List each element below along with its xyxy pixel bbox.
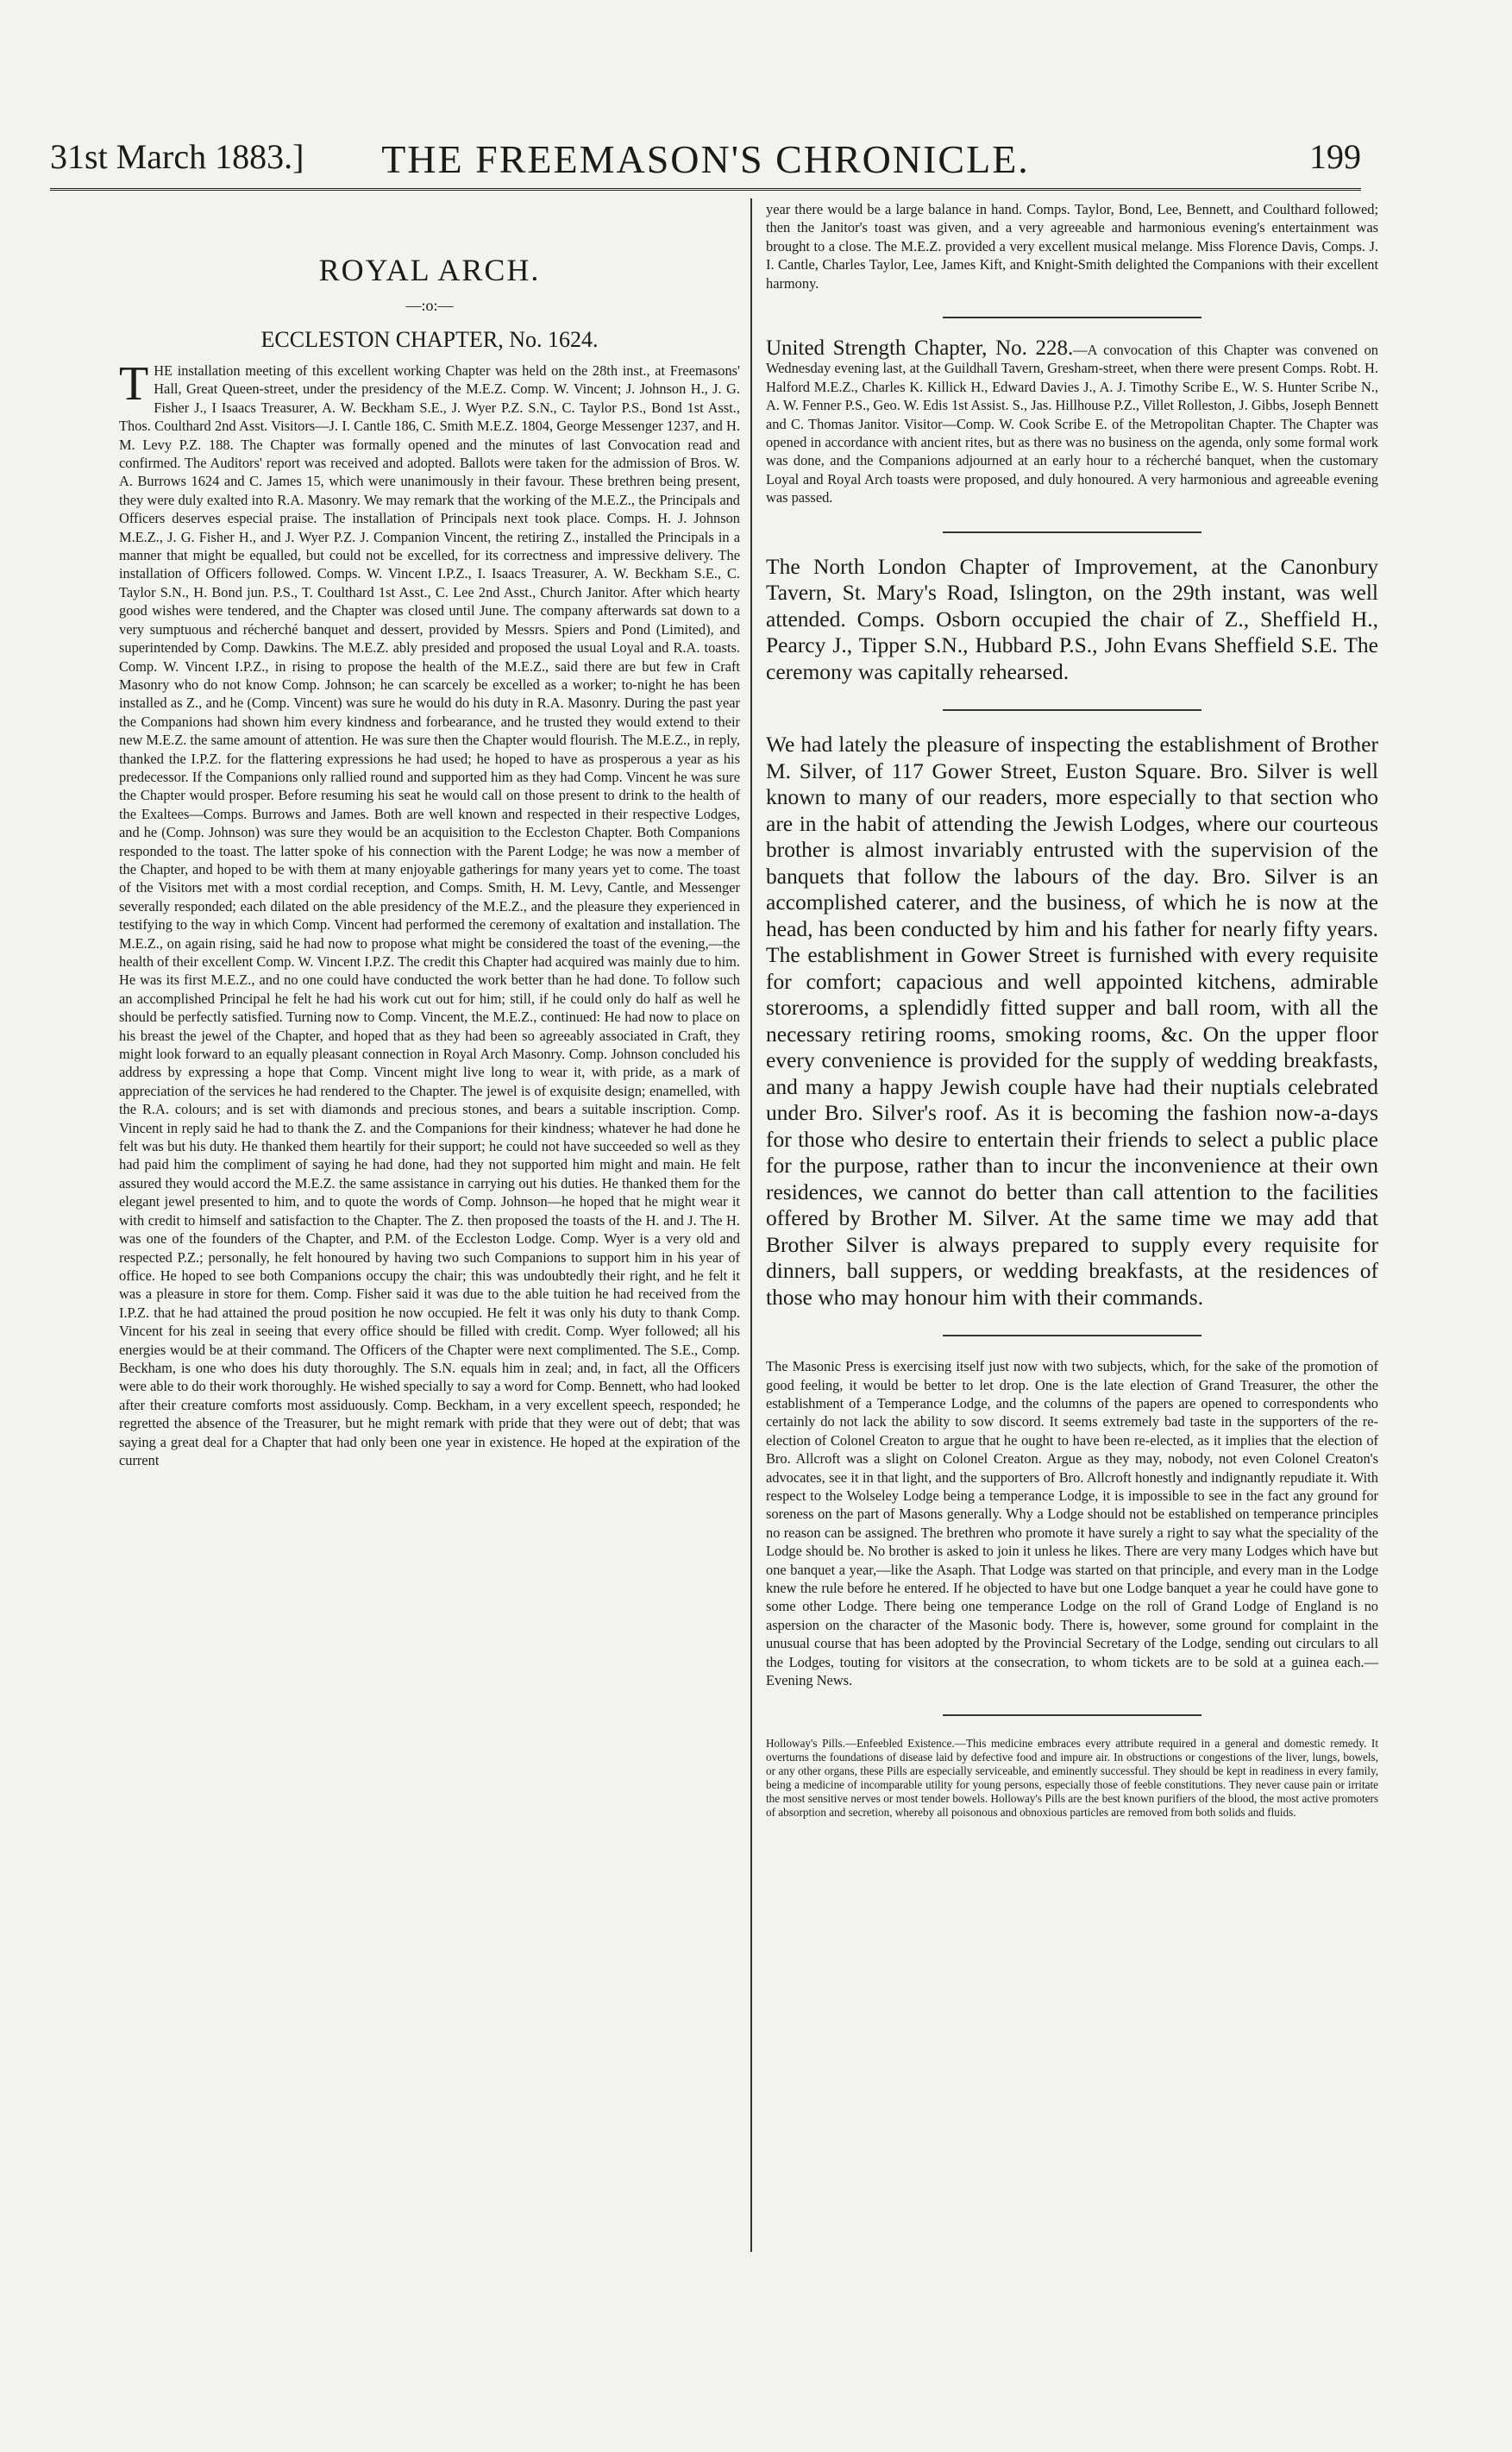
publication-title: THE FREEMASON'S CHRONICLE. <box>381 137 1030 181</box>
united-strength-heading: United Strength Chapter, No. 228. <box>766 336 1074 361</box>
article-heading: ECCLESTON CHAPTER, No. 1624. <box>260 327 599 352</box>
column-divider <box>750 198 752 2252</box>
separator-rule <box>943 1335 1201 1336</box>
eccleston-body: HE installation meeting of this excellent working Chapter was held on the 28th inst., at Freemasons' Hall, Great Queen-street, under the presidency of the M.E.Z. Comp. W. Vincent; J. Johnson H., J. G. Fisher J., I Isaacs Treasurer, A. W. Beckham S.E., J. Wyer P.Z. S.N., C. Taylor P.S., Bond 1st Asst., Thos. Coulthard 2nd Asst. Visitors—J. I. Cantle 186, C. Smith M.E.Z. 1804, George Messenger 1237, and H. M. Levy P.Z. 188. The Chapter was formally opened and the minutes of last Convocation read and confirmed. The Auditors' report was received and adopted. Ballots were taken for the admission of Bros. W. A. Burrows 1624 and C. James 15, which were unanimously in their favour. These brethren being present, they were duly exalted into R.A. Masonry. We may remark that the working of the M.E.Z., the Principals and Officers deserves especial praise. The installation of Principals next took place. Comps. H. J. Johnson M.E.Z., J. G. Fisher H., and J. Wyer P.Z. J. Companion Vincent, the retiring Z., installed the Principals in a manner that might be equalled, but could not be excelled, for its correctness and impressive delivery. The installation of Officers followed. Comps. W. Vincent I.P.Z., I. Isaacs Treasurer, A. W. Beckham S.E., C. Taylor S.N., H. Bond jun. P.S., T. Coulthard 1st Asst., C. Lee 2nd Asst., Church Janitor. After which hearty good wishes were tendered, and the Chapter was closed until June. The company afterwards sat down to a very sumptuous and récherché banquet and dessert, provided by Messrs. Spiers and Pond (Limited), and superintended by Comp. Dawkins. The M.E.Z. ably presided and proposed the usual Loyal and R.A. toasts. Comp. W. Vincent I.P.Z., in rising to propose the health of the M.E.Z., said there are but few in Craft Masonry who do not know Comp. Johnson; he can scarcely be excelled as a worker; to-night he has been installed as Z., and he (Comp. Vincent) was sure he would do his duty in R.A. Masonry. During the past year the Companions had shown him every kindness and forbearance, and he trusted they would extend to their new M.E.Z. the same amount of attention. He was sure then the Chapter would flourish. The M.E.Z., in reply, thanked the I.P.Z. for the flattering expressions he had used; he hoped to have as prosperous a year as his predecessor. If the Companions only rallied round and supported him as they had Comp. Vincent he was sure the Chapter would prosper. Before resuming his seat he would call on those present to drink to the health of the Exaltees—Comps. Burrows and James. Both are well known and respected in their respective Lodges, and he (Comp. Johnson) was sure they would be an acquisition to the Eccleston Chapter. Both Companions responded to the toast. The latter spoke of his connection with the Parent Lodge; he was now a member of the Chapter, and hoped to be with them at many enjoyable gatherings for many years yet to come. The toast of the Visitors met with a most cordial reception, and Comps. Smith, H. M. Levy, Cantle, and Messenger severally responded; each dilated on the able presidency of the M.E.Z., and the pleasure they experienced in testifying to the way in which Comp. Vincent had performed the ceremony of exaltation and installation. The M.E.Z., on again rising, said he had now to propose what might be considered the toast of the evening,—the health of their excellent Comp. W. Vincent I.P.Z. The credit this Chapter had acquired was mainly due to him. He was its first M.E.Z., and no one could have conducted the work better than he had done. To follow such an accomplished Principal he felt he had his work cut out for him; still, if he could only do half as well he should be perfectly satisfied. Turning now to Comp. Vincent, the M.E.Z., continued: He had now to place on his breast the jewel of the Chapter, and hoped that as they had been so agreeably associated in Craft, they might look forward to an equally pleasant connection in Royal Arch Masonry. Comp. Johnson concluded his address by expressing a hope that Comp. Vincent might live long to wear it, with pride, as a mark of appreciation of the services he had rendered to the Chapter. The jewel is of exquisite design; enamelled, with the R.A. colours; and is set with diamonds and precious stones, and bears a suitable inscription. Comp. Vincent in reply said he had to thank the Z. and the Companions for their kindness; whatever he had done he felt was but his duty. He thanked them heartily for their support; he could not have succeeded so well as they had paid him the compliment of saying he had done, had they not supported him might and main. He felt assured they would accord the M.E.Z. the same assistance in carrying out his duties. He thanked them for the elegant jewel presented to him, and to quote the words of Comp. Johnson—he hoped that he might wear it with credit to himself and satisfaction to the Chapter. The Z. then proposed the toasts of the H. and J. The H. was one of the founders of the Chapter, and P.M. of the Eccleston Lodge. Comp. Wyer is a very old and respected P.Z.; personally, he felt honoured by having two such Companions to support him in his year of office. He hoped to see both Companions occupy the chair; this was undoubtedly their right, and he felt it was a pleasure in store for them. Comp. Fisher said it was due to the able tuition he had received from the I.P.Z. that he had attained the proud position he now occupied. He felt it was only his duty to thank Comp. Vincent for his zeal in seeing that every office should be filled with credit. Comp. Wyer followed; all his energies would be at their command. The Officers of the Chapter were next complimented. The S.E., Comp. Beckham, is one who does his duty thoroughly. The S.N. equals him in zeal; and, in fact, all the Officers were able to do their work thoroughly. He wished specially to say a word for Comp. Bennett, who had looked after their creature comforts most assiduously. Comp. Beckham, in a very excellent speech, responded; he regretted the absence of the Treasurer, but he might remark with pride that they were out of debt; that was saying a great deal for a Chapter that had only been one year in existence. He hoped at the expiration of the current <box>119 362 740 1468</box>
eccleston-article <box>119 357 740 1469</box>
issue-date: 31st March 1883.] <box>50 137 304 176</box>
eccleston-continuation: year there would be a large balance in hand. Comps. Taylor, Bond, Lee, Bennett, and Coulthard followed; then the Janitor's toast was given, and a very agreeable and harmonious evening's entertainment was brought to a close. The M.E.Z. provided a very excellent musical melange. Miss Florence Davis, Comps. J. I. Cantle, Charles Taylor, Lee, James Kift, and Knight-Smith delighted the Companions with their excellent harmony. <box>766 201 1378 292</box>
separator-rule <box>943 531 1201 533</box>
silver-article: We had lately the pleasure of inspecting the establishment of Brother M. Silver, of 117 Gower Street, Euston Square. Bro. Silver is well known to many of our readers, more especially to that section who are in the habit of attending the Jewish Lodges, where our courteous brother is almost invariably entrusted with the supervision of the banquets that follow the labours of the day. Bro. Silver is an accomplished caterer, and the business, of which he is now at the head, has been conducted by him and his father for nearly fifty years. The establishment in Gower Street is furnished with every requisite for comfort; capacious and well appointed kitchens, admirable storerooms, a splendidly fitted supper and ball room, with all the necessary retiring rooms, smoking rooms, &c. On the upper floor every convenience is provided for the supply of wedding breakfasts, and many a happy Jewish couple have had their nuptials celebrated under Bro. Silver's roof. As it is becoming the fashion now-a-days for those who desire to entertain their friends to select a public place for the purpose, rather than to incur the inconvenience at their own residences, we cannot do better than call attention to the facilities offered by Brother M. Silver. At the same time we may add that Brother Silver is always prepared to supply every requisite for dinners, ball suppers, or wedding breakfasts, at the residences of those who may honour him with their commands. <box>766 732 1378 1310</box>
united-strength-article <box>766 336 1379 507</box>
section-title: ROYAL ARCH. <box>318 253 541 287</box>
separator-rule <box>943 1714 1201 1716</box>
separator-rule <box>943 317 1201 318</box>
holloway-advert: Holloway's Pills.—Enfeebled Existence.—This medicine embraces every attribute required in a general and domestic remedy. It overturns the foundations of disease laid by defective food and impure air. In obstructions or congestions of the liver, lungs, bowels, or any other organs, these Pills are especially serviceable, and eminently successful. They should be kept in readiness in every family, being a medicine of incomparable utility for young persons, especially those of feeble constitutions. They never cause pain or irritate the most sensitive nerves or most tender bowels. Holloway's Pills are the best known purifiers of the blood, the most active promoters of absorption and secretion, whereby all poisonous and obnoxious particles are removed from both solids and fluids. <box>766 1736 1378 1819</box>
separator-rule <box>943 709 1201 711</box>
united-strength-body: —A convocation of this Chapter was convened on Wednesday evening last, at the Guildhall Tavern, Gresham-street, when there were present Comps. Robt. H. Halford M.E.Z., Charles K. Killick H., Edward Davies J., A. J. Timothy Scribe E., W. S. Hunter Scribe N., A. W. Fenner P.S., Geo. W. Edis 1st Assist. S., Jas. Hillhouse P.Z., Villet Rolleston, J. Gibbs, Joseph Bennett and C. Thomas Janitor. Visitor—Comp. W. Cook Scribe E. of the Metropolitan Chapter. The Chapter was opened in accordance with ancient rites, but as there was no business on the agenda, only some formal work was done, and the Companions adjourned at an early hour to a récherché banquet, when the customary Loyal and Royal Arch toasts were proposed, and duly honoured. A very harmonious and agreeable evening was passed. <box>766 342 1379 506</box>
masonic-press-article: The Masonic Press is exercising itself just now with two subjects, which, for the sake of the promotion of good feeling, it would be better to let drop. One is the late election of Grand Treasurer, the other the establishment of a Temperance Lodge, and the columns of the papers are opened to correspondents who certainly do not lack the ability to sow discord. It seems extremely bad taste in the supporters of the re-election of Colonel Creaton to argue that he ought to have been re-elected, as it implies that the election of Bro. Allcroft was a slight on Colonel Creaton. Argue as they may, nobody, not even Colonel Creaton's advocates, see it in that light, and the supporters of Bro. Allcroft honestly and indignantly repudiate it. With respect to the Wolseley Lodge being a temperance Lodge, it is impossible to see in the fact any ground for soreness on the part of Masons generally. Why a Lodge should not be established on temperance principles no reason can be assigned. The brethren who promote it have surely a right to say what the speciality of the Lodge should be. No brother is asked to join it unless he likes. There are very many Lodges which have but one banquet a year,—like the Asaph. That Lodge was started on that principle, and every man in the Lodge knew the rule before he entered. If he objected to have but one Lodge banquet a year he could have gone to some other Lodge. There being one temperance Lodge on the roll of Grand Lodge of England is no aspersion on the character of the Masonic body. There is, however, some ground for complaint in the unusual course that has been adopted by the Provincial Secretary of the Lodge, sending out circulars to all the Lodges, touting for visitors at the consecration, to whom tickets are to be sold at a guinea each.—Evening News. <box>766 1358 1378 1689</box>
north-london-article: The North London Chapter of Improvement, at the Canonbury Tavern, St. Mary's Road, Islington, on the 29th instant, was well attended. Comps. Osborn occupied the chair of Z., Sheffield H., Pearcy J., Tipper S.N., Hubbard P.S., John Evans Sheffield S.E. The ceremony was capitally rehearsed. <box>766 553 1378 684</box>
masthead <box>50 136 1361 191</box>
section-separator: —:o:— <box>405 297 454 314</box>
right-column <box>766 200 1378 1826</box>
left-column <box>119 200 740 1476</box>
page-number: 199 <box>1309 137 1361 176</box>
drop-cap: T <box>119 357 149 411</box>
